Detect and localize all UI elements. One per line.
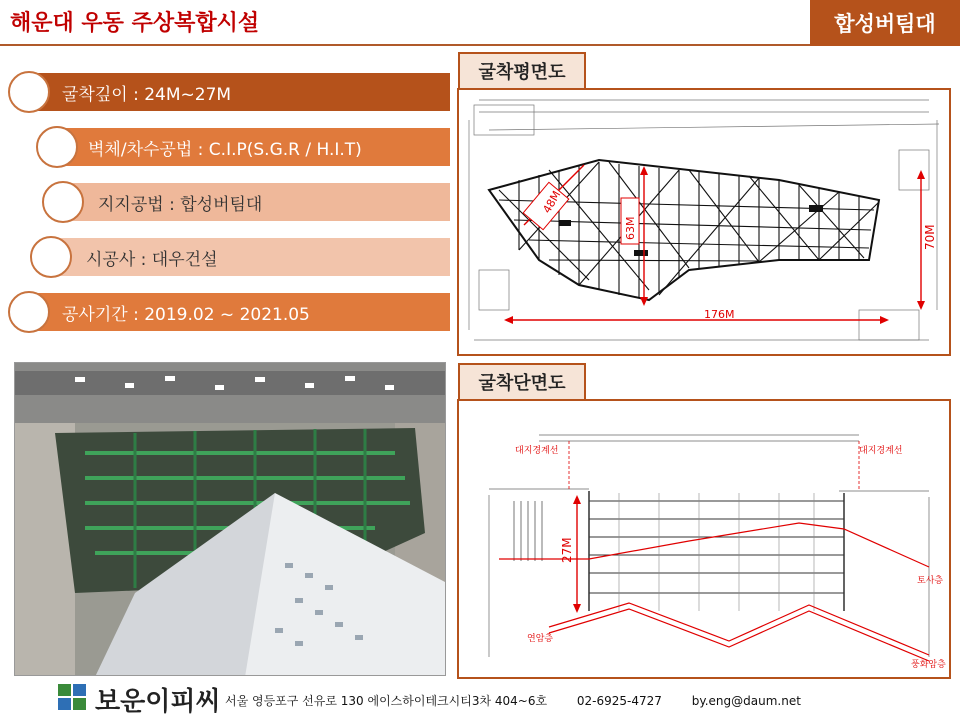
section-panel-title: 굴착단면도 bbox=[478, 373, 566, 394]
spec-item-contractor bbox=[52, 238, 450, 276]
bullet-circle-icon bbox=[36, 126, 78, 168]
spec-item-depth bbox=[30, 73, 450, 111]
spec-item-period bbox=[30, 293, 450, 331]
excavation-section-drawing bbox=[459, 401, 949, 677]
bullet-circle-icon bbox=[30, 236, 72, 278]
plan-dim-diagonal: 48M bbox=[540, 188, 564, 216]
footer-address: 서울 영등포구 선유로 130 에이스하이테크시티3차 404~6호 bbox=[225, 694, 548, 708]
spec-label: 벽체/차수공법 : C.I.P(S.G.R / H.I.T) bbox=[88, 139, 362, 160]
soil-layer-label: 토사층 bbox=[917, 576, 944, 586]
company-name: 보운이피씨 bbox=[95, 687, 221, 717]
soft-rock-label: 연암층 bbox=[527, 634, 554, 644]
plan-dim-height: 70M bbox=[923, 224, 937, 250]
spec-label: 시공사 : 대우건설 bbox=[86, 249, 218, 270]
plan-dim-depth: 63M bbox=[624, 216, 637, 240]
boundary-left-label: 대지경계선 bbox=[515, 446, 559, 456]
page-title: 해운대 우동 주상복합시설 bbox=[10, 11, 260, 36]
spec-item-support bbox=[64, 183, 450, 221]
spec-item-wall bbox=[58, 128, 450, 166]
company-logo-icon bbox=[58, 684, 88, 712]
footer-email: by.eng@daum.net bbox=[691, 694, 801, 708]
bullet-circle-icon bbox=[8, 71, 50, 113]
section-panel bbox=[457, 399, 951, 679]
weathered-rock-label: 풍화암층 bbox=[911, 660, 946, 670]
plan-panel-tab bbox=[458, 52, 586, 88]
plan-dim-width: 176M bbox=[704, 308, 735, 321]
method-badge: 합성버팀대 bbox=[810, 0, 960, 46]
section-panel-tab bbox=[458, 363, 586, 399]
plan-panel bbox=[457, 88, 951, 356]
bullet-circle-icon bbox=[8, 291, 50, 333]
spec-label: 공사기간 : 2019.02 ~ 2021.05 bbox=[62, 304, 310, 325]
spec-label: 굴착깊이 : 24M~27M bbox=[62, 84, 232, 105]
bullet-circle-icon bbox=[42, 181, 84, 223]
footer-contact bbox=[225, 692, 827, 709]
excavation-plan-drawing bbox=[459, 90, 949, 354]
footer-phone: 02-6925-4727 bbox=[576, 694, 662, 708]
aerial-site-photo bbox=[14, 362, 446, 676]
section-depth-label: 27M bbox=[560, 537, 574, 563]
spec-label: 지지공법 : 합성버팀대 bbox=[98, 194, 263, 215]
plan-panel-title: 굴착평면도 bbox=[478, 62, 566, 83]
boundary-right-label: 대지경계선 bbox=[859, 446, 903, 456]
